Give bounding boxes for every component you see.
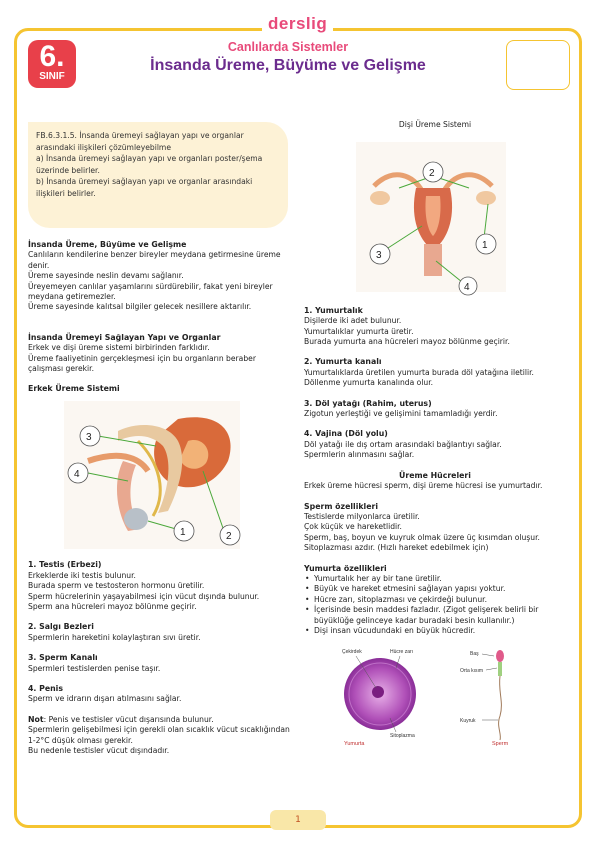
text-line: Üreyemeyen canlılar yaşamlarını sürdürebilir, fakat yeni bireyler meydana getiremezler. — [28, 281, 273, 302]
egg-label-nucleus: Çekirdek — [342, 649, 362, 656]
text-line: Üreme faaliyetinin gerçekleşmesi için bu organların beraber çalışması gerekir. — [28, 353, 256, 374]
item-title: 2. Yumurta kanalı — [304, 357, 382, 367]
text-line: Yumurtalıklar yumurta üretir. — [304, 326, 414, 336]
text-line: Burada sperm ve testosteron hormonu üretilir. — [28, 581, 205, 591]
text-line: Erkeklerde iki testis bulunur. — [28, 570, 136, 580]
text-line: Üreme sayesinde kalıtsal bilgiler gelecek nesillere aktarılır. — [28, 302, 252, 312]
objective-line: b) İnsanda üremeyi sağlayan yapı ve organlar arasındaki ilişkileri belirler. — [36, 177, 253, 198]
grade-label: SINIF — [39, 71, 65, 82]
item-title: 4. Penis — [28, 683, 63, 693]
female-label-1: 1 — [482, 240, 488, 252]
list-item: • Yumurtalık her ay bir tane üretilir. — [304, 574, 566, 584]
note-label: Not — [28, 714, 44, 724]
list-item: • İçerisinde besin maddesi fazladır. (Zigot gelişerek belirli bir büyüklüğe gelinceye kadar buradaki besin kullanılır.) — [304, 605, 566, 626]
objective-line: a) İnsanda üremeyi sağlayan yapı ve organları poster/şema üzerinde belirler. — [36, 154, 263, 175]
note-line: Not: Penis ve testisler vücut dışarısında bulunur. — [28, 714, 214, 724]
item-title: 1. Yumurtalık — [304, 305, 363, 315]
text-line: Erkek üreme hücresi sperm, dişi üreme hücresi ise yumurtadır. — [304, 481, 543, 491]
page-number: 1 — [270, 810, 326, 830]
text-line: Spermlerin gelişebilmesi için gerekli olan sıcaklık vücut sıcaklığından 1-2°C düşük olması gerekir. — [28, 725, 290, 745]
list-item: • Büyük ve hareket etmesini sağlayan yapısı yoktur. — [304, 584, 566, 594]
text-line: Spermlerin alınmasını sağlar. — [304, 450, 415, 460]
egg-label-cytoplasm: Sitoplazma — [390, 733, 415, 740]
male-label-2: 2 — [226, 530, 232, 542]
section-title: Sperm özellikleri — [304, 501, 379, 511]
section-title: Üreme Hücreleri — [399, 470, 471, 480]
text-line: Dişilerde iki adet bulunur. — [304, 316, 402, 326]
text-line: Üreme sayesinde neslin devamı sağlanır. — [28, 271, 184, 281]
section-title: İnsanda Üremeyi Sağlayan Yapı ve Organlar — [28, 332, 221, 342]
page-title: İnsanda Üreme, Büyüme ve Gelişme — [150, 57, 426, 74]
item-title: 2. Salgı Bezleri — [28, 622, 94, 632]
item-title: 1. Testis (Erbezi) — [28, 560, 102, 570]
text-line: Döllenme yumurta kanalında olur. — [304, 378, 434, 388]
page-subtitle: Canlılarda Sistemler — [227, 40, 349, 54]
female-label-4: 4 — [464, 282, 470, 294]
text-line: Döl yatağı ile dış ortam arasındaki bağlantıyı sağlar. — [304, 439, 502, 449]
page-header — [82, 40, 494, 92]
sperm-label-head: Baş — [470, 651, 479, 658]
text-line: Sperm ve idrarın dışarı atılmasını sağlar. — [28, 694, 182, 704]
female-reproductive-diagram — [304, 136, 566, 299]
list-item: • Hücre zarı, sitoplazması ve çekirdeği bulunur. — [304, 595, 566, 605]
text-line: Spermleri testislerden penise taşır. — [28, 663, 161, 673]
brand-logo: derslig — [262, 14, 333, 34]
objective-line: FB.6.3.1.5. İnsanda üremeyi sağlayan yapı ve organlar arasındaki ilişkileri çözümleyebilme — [36, 131, 244, 152]
sperm-label-tail: Kuyruk — [460, 718, 476, 725]
sperm-caption: Sperm — [492, 741, 509, 748]
text-line: Sperm ana hücreleri mayoz bölünme geçirir. — [28, 601, 197, 611]
grade-badge — [28, 40, 76, 88]
item-title: 4. Vajina (Döl yolu) — [304, 429, 388, 439]
text-line: Yumurtalıklarda üretilen yumurta burada döl yatağına iletilir. — [304, 367, 534, 377]
section-title: Erkek Üreme Sistemi — [28, 384, 120, 394]
text-line: Canlıların kendilerine benzer bireyler meydana getirmesine üreme denir. — [28, 250, 281, 270]
text-line: Testislerde milyonlarca üretilir. — [304, 511, 420, 521]
egg-caption: Yumurta — [344, 741, 365, 748]
item-title: 3. Döl yatağı (Rahim, uterus) — [304, 398, 432, 408]
list-item: • Dişi insan vücudundaki en büyük hücredir. — [304, 626, 566, 636]
grade-number: 6. — [39, 40, 65, 73]
text-line: Zigotun yerleştiği ve gelişimini tamamladığı yerdir. — [304, 409, 498, 419]
text-line: Burada yumurta ana hücreleri mayoz bölünme geçirir. — [304, 337, 510, 347]
sperm-label-neck: Orta kısım — [460, 668, 484, 675]
item-title: 3. Sperm Kanalı — [28, 653, 98, 663]
corner-box — [506, 40, 570, 90]
text-line: Sperm hücrelerinin yaşayabilmesi için vücut dışında bulunur. — [28, 591, 260, 601]
female-label-3: 3 — [376, 250, 382, 262]
objective-box — [28, 122, 288, 228]
text-line: Sitoplazması azdır. (Hızlı hareket edebilmek için) — [304, 543, 489, 553]
section-title: Dişi Üreme Sistemi — [398, 120, 472, 129]
male-label-1: 1 — [180, 526, 186, 538]
egg-label-membrane: Hücre zarı — [390, 649, 414, 656]
text-line: Spermlerin hareketini kolaylaştıran sıvı üretir. — [28, 632, 201, 642]
male-reproductive-diagram — [28, 401, 292, 554]
right-column — [304, 120, 566, 757]
section-title: Yumurta özellikleri — [304, 563, 387, 573]
text-line: Erkek ve dişi üreme sistemi birbirinden farklıdır. — [28, 343, 210, 353]
cells-diagram — [304, 642, 566, 750]
text-line: Sperm, baş, boyun ve kuyruk olmak üzere üç kısımdan oluşur. — [304, 532, 540, 542]
male-label-3: 3 — [86, 431, 92, 443]
text-line: Çok küçük ve hareketlidir. — [304, 522, 402, 532]
section-title: İnsanda Üreme, Büyüme ve Gelişme — [28, 240, 187, 249]
male-label-4: 4 — [74, 468, 80, 480]
female-label-2: 2 — [429, 168, 435, 180]
left-column — [28, 240, 292, 756]
text-line: Bu nedenle testisler vücut dışındadır. — [28, 745, 170, 755]
egg-list — [304, 574, 566, 636]
